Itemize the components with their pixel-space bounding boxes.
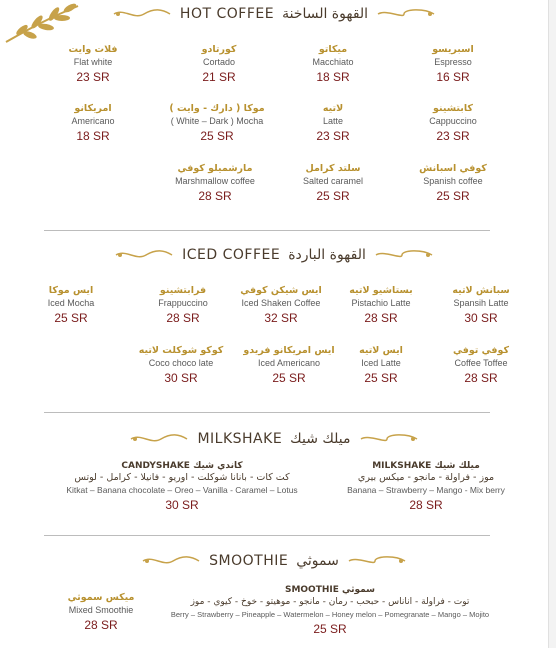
item-name-en: Latte xyxy=(322,116,344,126)
section-title-en: SMOOTHIE xyxy=(209,553,289,569)
item-heading: CANDYSHAKE كاندي شيك xyxy=(121,461,243,471)
item-name-en: Coco choco late xyxy=(148,358,214,368)
item-name-en: Iced Shaken Coffee xyxy=(241,298,321,308)
item-name-en: Iced Mocha xyxy=(47,298,95,308)
item-name-en: Cappuccino xyxy=(429,116,477,126)
item-name-ar: امريكانو xyxy=(74,103,112,114)
item-name-en: Salted caramel xyxy=(302,176,364,186)
menu-item xyxy=(150,163,280,205)
menu-item xyxy=(16,285,126,327)
menu-item xyxy=(388,163,518,205)
item-name-en: Frappuccino xyxy=(158,298,208,308)
item-heading: MILKSHAKE ميلك شيك xyxy=(372,461,480,471)
menu-item xyxy=(426,345,536,387)
item-name-ar: موز - فراولة - مانجو - ميكس بيري xyxy=(357,472,495,483)
item-name-en: Cortado xyxy=(202,57,236,67)
menu-item xyxy=(160,584,500,638)
item-name-ar: فرابتشينو xyxy=(159,285,207,296)
section-divider xyxy=(44,535,490,536)
flourish-right-icon xyxy=(359,432,419,446)
item-name-en: Mixed Smoothie xyxy=(68,605,134,615)
item-name-en: Banana – Strawberry – Mango - Mix berry xyxy=(347,485,505,495)
item-name-ar: ايس لاتيه xyxy=(359,345,403,356)
item-name-ar: مارشميلو كوفي xyxy=(177,163,253,174)
item-price: 28 SR xyxy=(364,311,398,325)
item-name-en: Iced Latte xyxy=(361,358,401,368)
menu-item xyxy=(268,44,398,86)
item-name-en: Spansih Latte xyxy=(453,298,509,308)
item-price: 23 SR xyxy=(436,129,470,143)
section-title-iced xyxy=(0,243,548,267)
item-name-en: Pistachio Latte xyxy=(351,298,411,308)
item-name-en: Americano xyxy=(71,116,115,126)
menu-item xyxy=(388,44,518,86)
item-price: 25 SR xyxy=(313,622,347,636)
menu-item xyxy=(326,345,436,387)
flourish-left-icon xyxy=(129,432,189,446)
item-name-ar: لاتيه xyxy=(322,103,344,114)
item-price: 18 SR xyxy=(316,70,350,84)
item-name-ar: كت كات - بانانا شوكلت - اوريو - فانيلا - كرامل - لوتس xyxy=(74,472,290,483)
item-price: 23 SR xyxy=(76,70,110,84)
item-price: 25 SR xyxy=(54,311,88,325)
flourish-left-icon xyxy=(141,554,201,568)
item-name-en: Spanish coffee xyxy=(423,176,483,186)
item-name-ar: كوفي توفي xyxy=(453,345,509,356)
item-price: 32 SR xyxy=(264,311,298,325)
item-name-en: Marshmallow coffee xyxy=(175,176,255,186)
item-name-ar: اسبريسو xyxy=(432,44,474,55)
menu-item xyxy=(28,44,158,86)
item-name-ar: كوفي اسبانش xyxy=(419,163,487,174)
item-name-en: Berry – Strawberry – Pineapple – Watermelon – Honey melon – Pomegranate – Mango – Mojito xyxy=(170,610,490,619)
section-title-en: HOT COFFEE xyxy=(179,6,275,22)
flourish-right-icon xyxy=(374,248,434,262)
item-name-en: ( White – Dark ) Mocha xyxy=(170,116,264,126)
item-price: 25 SR xyxy=(272,371,306,385)
item-heading: SMOOTHIE سموثي xyxy=(284,585,376,595)
flourish-right-icon xyxy=(347,554,407,568)
section-title-ar: ميلك شيك xyxy=(290,431,351,447)
item-name-en: Kitkat – Banana chocolate – Oreo – Vanilla - Caramel – Lotus xyxy=(66,485,298,495)
item-name-ar: كورتادو xyxy=(201,44,237,55)
item-name-ar: ايس شيكن كوفي xyxy=(240,285,322,296)
section-title-en: ICED COFFEE xyxy=(182,247,281,263)
item-price: 25 SR xyxy=(316,189,350,203)
item-name-ar: كابتشينو xyxy=(433,103,473,114)
item-name-en: Macchiato xyxy=(312,57,354,67)
section-divider xyxy=(44,412,490,413)
item-name-ar: بستاشيو لاتيه xyxy=(349,285,413,296)
section-title-en: MILKSHAKE xyxy=(197,431,283,447)
menu-item xyxy=(62,460,302,514)
menu-item xyxy=(128,285,238,327)
flourish-left-icon xyxy=(114,248,174,262)
item-price: 28 SR xyxy=(84,618,118,632)
item-name-ar: ( موكا ( دارك - وايت xyxy=(169,103,265,114)
section-title-ar: القهوة الساخنة xyxy=(282,6,369,22)
item-price: 28 SR xyxy=(464,371,498,385)
item-name-ar: ايس امريكانو فريدو xyxy=(243,345,335,356)
section-title-milkshake xyxy=(0,427,548,451)
item-name-en: Espresso xyxy=(434,57,472,67)
item-name-ar: فلات وايت xyxy=(68,44,118,55)
menu-item xyxy=(226,285,336,327)
section-title-smoothie xyxy=(0,549,548,573)
item-name-en: Coffee Toffee xyxy=(454,358,508,368)
item-price: 30 SR xyxy=(464,311,498,325)
item-price: 23 SR xyxy=(316,129,350,143)
item-price: 18 SR xyxy=(76,129,110,143)
item-name-ar: سبانش لاتيه xyxy=(452,285,510,296)
item-name-ar: ميكس سموثي xyxy=(67,592,135,603)
menu-item xyxy=(268,163,398,205)
item-name-ar: ايس موكا xyxy=(48,285,94,296)
item-price: 30 SR xyxy=(165,498,199,512)
item-price: 16 SR xyxy=(436,70,470,84)
item-price: 25 SR xyxy=(364,371,398,385)
menu-item xyxy=(306,460,546,514)
item-price: 28 SR xyxy=(166,311,200,325)
menu-item xyxy=(152,103,282,145)
flourish-left-icon xyxy=(112,7,172,21)
item-name-en: Iced Americano xyxy=(257,358,321,368)
flourish-right-icon xyxy=(376,7,436,21)
item-name-ar: سلتد كرامل xyxy=(305,163,361,174)
section-divider xyxy=(44,230,490,231)
menu-item xyxy=(28,103,158,145)
item-name-ar: توت - فراولة - اناناس - حبحب - رمان - مانجو - موهيتو - خوخ - كيوي - موز xyxy=(190,597,470,607)
item-price: 28 SR xyxy=(409,498,443,512)
item-name-ar: ميكاتو xyxy=(318,44,348,55)
section-title-ar: القهوة الباردة xyxy=(288,247,366,263)
menu-item xyxy=(154,44,284,86)
menu-item xyxy=(36,592,166,634)
item-price: 28 SR xyxy=(198,189,232,203)
menu-item xyxy=(426,285,536,327)
item-price: 25 SR xyxy=(200,129,234,143)
scrollbar[interactable] xyxy=(548,0,556,648)
section-title-hot xyxy=(0,2,548,26)
menu-item xyxy=(388,103,518,145)
menu-item xyxy=(326,285,436,327)
section-title-ar: سموثي xyxy=(296,553,339,569)
item-price: 30 SR xyxy=(164,371,198,385)
item-price: 25 SR xyxy=(436,189,470,203)
menu-item xyxy=(268,103,398,145)
item-price: 21 SR xyxy=(202,70,236,84)
item-name-ar: كوكو شوكلت لاتيه xyxy=(138,345,224,356)
item-name-en: Flat white xyxy=(73,57,113,67)
